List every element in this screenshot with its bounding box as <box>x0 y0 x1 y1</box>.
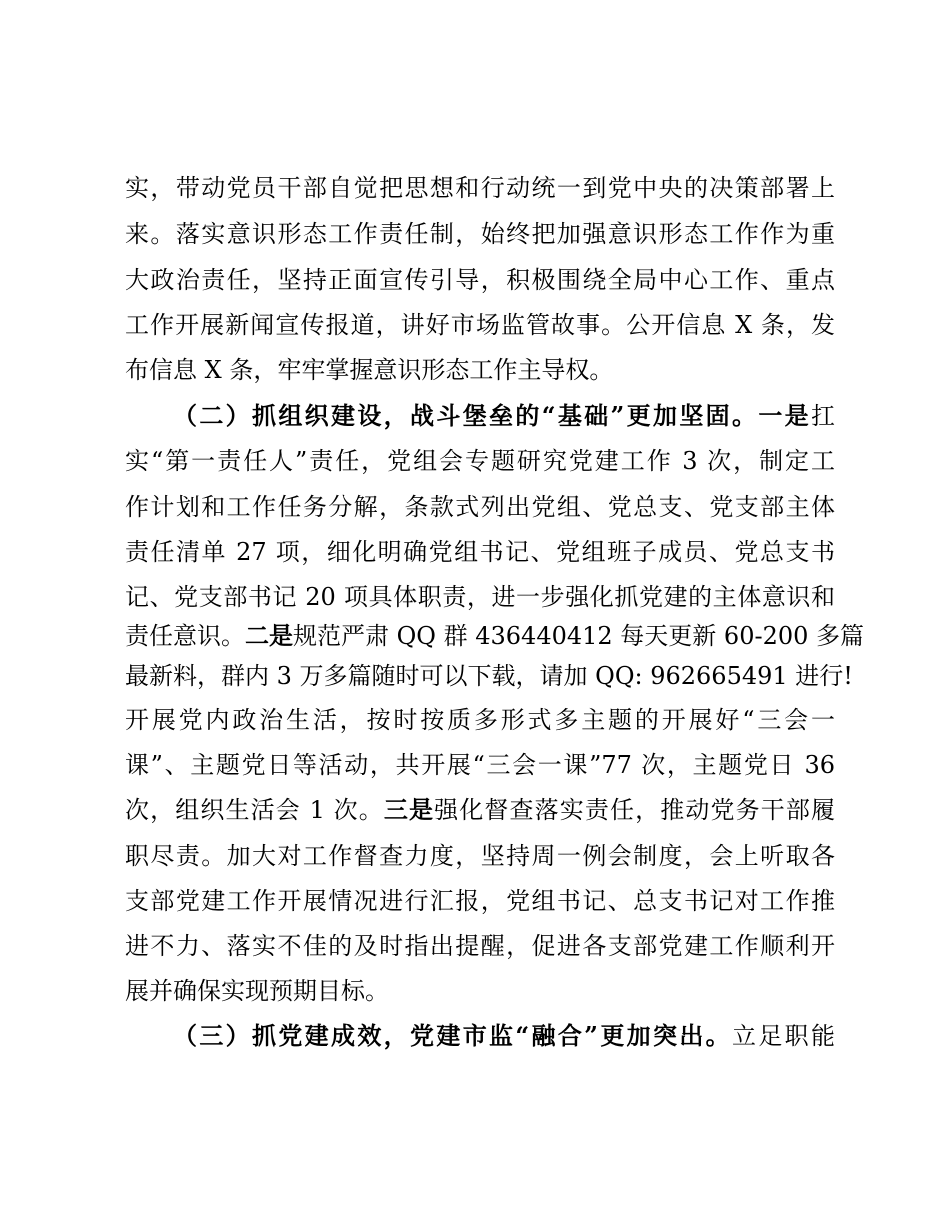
ad-text-line: 最新料，群内 3 万多篇随时可以下载，请加 QQ: 962665491 进行! <box>125 662 853 690</box>
section-heading-2: （二）抓组织建设，战斗堡垒的“基础”更加坚固。 <box>173 401 759 430</box>
mixed-text-line <box>125 614 865 658</box>
section-heading-line <box>173 394 835 438</box>
text-line: 布信息 X 条，牢牢掌握意识形态工作主导权。 <box>125 356 614 384</box>
text-line: 工作开展新闻宣传报道，讲好市场监管故事。公开信息 X 条，发 <box>125 311 835 339</box>
text-fragment: 规范严肃 QQ 群 436440412 每天更新 60-200 多篇 <box>293 622 865 650</box>
text-line: 开展党内政治生活，按时按质多形式多主题的开展好“三会一 <box>125 706 835 734</box>
text-line: 责任清单 27 项，细化明确党组书记、党组班子成员、党总支书 <box>125 538 835 566</box>
section-heading-line <box>173 1014 835 1058</box>
text-line: 进不力、落实不佳的及时指出提醒，促进各支部党建工作顺利开 <box>125 932 835 960</box>
text-fragment: 扛 <box>811 402 835 430</box>
text-fragment: 次，组织生活会 1 次。 <box>125 796 384 824</box>
mixed-text-line <box>125 788 835 832</box>
text-fragment: 责任意识。 <box>125 622 245 650</box>
text-line: 实，带动党员干部自觉把思想和行动统一到党中央的决策部署上 <box>125 174 835 202</box>
item-label-2: 二是 <box>245 621 293 650</box>
text-fragment: 立足职能 <box>732 1022 836 1050</box>
text-line: 实“第一责任人”责任，党组会专题研究党建工作 3 次，制定工 <box>125 447 835 475</box>
text-line: 展并确保实现预期目标。 <box>125 977 389 1005</box>
item-label-3: 三是 <box>383 795 435 824</box>
item-label-1: 一是 <box>758 401 811 430</box>
text-line: 大政治责任，坚持正面宣传引导，积极围绕全局中心工作、重点 <box>125 266 835 294</box>
section-heading-3: （三）抓党建成效，党建市监“融合”更加突出。 <box>173 1021 732 1050</box>
text-line: 来。落实意识形态工作责任制，始终把加强意识形态工作作为重 <box>125 220 835 248</box>
text-line: 作计划和工作任务分解，条款式列出党组、党总支、党支部主体 <box>125 493 835 521</box>
text-line: 职尽责。加大对工作督查力度，坚持周一例会制度，会上听取各 <box>125 842 835 870</box>
text-line: 支部党建工作开展情况进行汇报，党组书记、总支书记对工作推 <box>125 887 835 915</box>
text-line: 记、党支部书记 20 项具体职责，进一步强化抓党建的主体意识和 <box>125 583 835 611</box>
text-fragment: 强化督查落实责任，推动党务干部履 <box>434 796 835 824</box>
text-line: 课”、主题党日等活动，共开展“三会一课”77 次，主题党日 36 <box>125 751 835 779</box>
